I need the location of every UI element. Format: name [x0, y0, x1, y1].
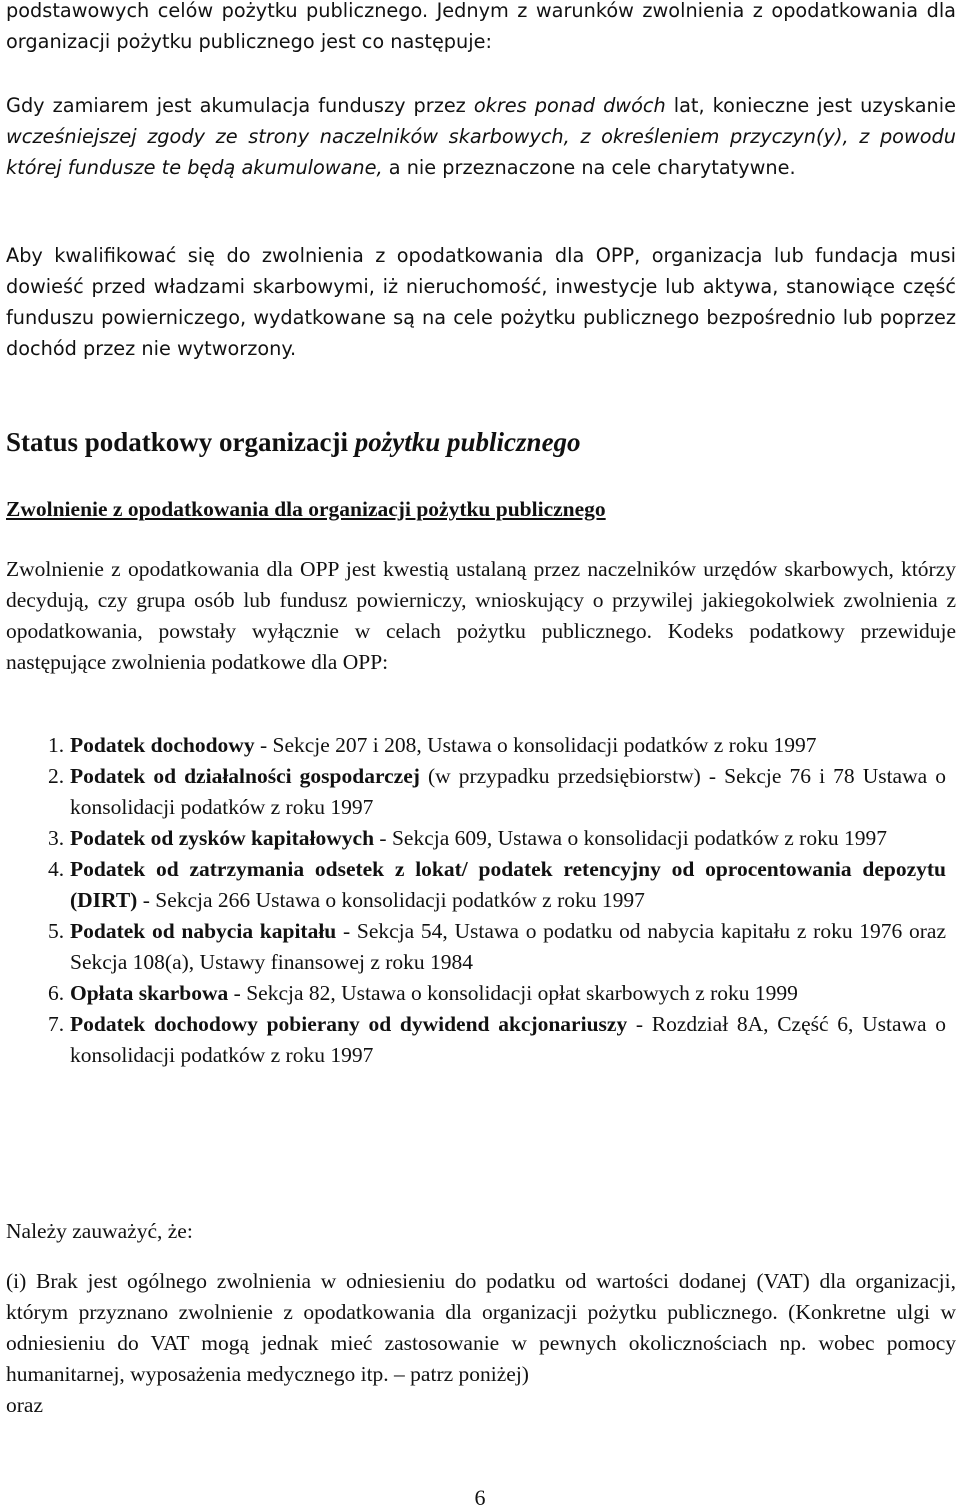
- list-item-title: Podatek dochodowy pobierany od dywidend akcjonariuszy: [70, 1012, 628, 1036]
- note-text: (i) Brak jest ogólnego zwolnienia w odniesieniu do podatku od wartości dodanej (VAT) dla organizacji, którym przyznano zwolnienie z opodatkowania dla organizacji pożytku publicznego. (Konkretne ulgi w odniesieniu do VAT mogą jednak mieć zastosowanie w pewnych okolicznościach np. wobec pomocy humanitarnej, wyposażenia medycznego itp. – patrz poniżej): [6, 1269, 956, 1386]
- list-item-text: - Sekcje 207 i 208, Ustawa o konsolidacji podatków z roku 1997: [254, 733, 817, 757]
- list-item-title: Podatek dochodowy: [70, 733, 255, 757]
- list-item-text: - Sekcja 266 Ustawa o konsolidacji podatków z roku 1997: [137, 888, 645, 912]
- list-item-text: - Sekcja 54, Ustawa o podatku od nabycia kapitału z roku 1976 oraz Sekcja 108(a), Ustawy finansowej z roku 1984: [70, 919, 946, 974]
- list-item-title: Podatek od działalności gospodarczej: [70, 764, 420, 788]
- list-item-text: - Sekcja 609, Ustawa o konsolidacji podatków z roku 1997: [374, 826, 887, 850]
- text-run: lat, konieczne jest uzyskanie: [665, 94, 956, 117]
- list-item: [6, 730, 946, 761]
- list-number: 3.: [48, 826, 65, 850]
- page-number: 6: [474, 1485, 486, 1510]
- list-item-title: Podatek od nabycia kapitału: [70, 919, 337, 943]
- italic-run: wcześniejszej zgody ze strony naczelników skarbowych, z określeniem przyczyn(y), z powodu której fundusze te będą akumulowane,: [6, 125, 956, 179]
- list-number: 7.: [48, 1012, 65, 1036]
- list-item-text: - Sekcja 82, Ustawa o konsolidacji opłat skarbowych z roku 1999: [228, 981, 798, 1005]
- list-number: 5.: [48, 919, 65, 943]
- list-number: 4.: [48, 857, 65, 881]
- list-item-title: Podatek od zatrzymania odsetek z lokat/ podatek retencyjny od oprocentowania depozytu (DIRT): [70, 857, 946, 912]
- section-heading: [6, 424, 956, 460]
- heading-italic: pożytku publicznego: [354, 427, 581, 457]
- tax-exemption-list: [6, 730, 946, 1071]
- list-item: [6, 916, 946, 978]
- paragraph-intro: podstawowych celów pożytku publicznego. Jednym z warunków zwolnienia z opodatkowania dla organizacji pożytku publicznego jest co następuje:: [6, 0, 956, 53]
- list-item-text: (w przypadku przedsiębiorstw) - Sekcje 76 i 78 Ustawa o konsolidacji podatków z roku 1997: [70, 764, 946, 819]
- text-run: Gdy zamiarem jest akumulacja funduszy przez: [6, 94, 474, 117]
- list-item-title: Opłata skarbowa: [70, 981, 229, 1005]
- note-vat: [6, 1266, 956, 1421]
- note-tail: oraz: [6, 1393, 43, 1417]
- list-item: [6, 978, 946, 1009]
- list-item: [6, 1009, 946, 1071]
- italic-run: okres ponad dwóch: [473, 94, 666, 117]
- section-subheading: Zwolnienie z opodatkowania dla organizacji pożytku publicznego: [6, 497, 606, 521]
- heading-normal: Status podatkowy organizacji: [6, 427, 355, 457]
- list-number: 2.: [48, 764, 65, 788]
- list-item-title: Podatek od zysków kapitałowych: [70, 826, 375, 850]
- list-item-text: - Rozdział 8A, Część 6, Ustawa o konsolidacji podatków z roku 1997: [70, 1012, 947, 1067]
- paragraph-exemption: Zwolnienie z opodatkowania dla OPP jest kwestią ustalaną przez naczelników urzędów skarbowych, którzy decydują, czy grupa osób lub fundusz powierniczy, wnioskujący o przywilej jakiegokolwiek zwolnienia z opodatkowania, powstały wyłącznie w celach pożytku publicznego. Kodeks podatkowy przewiduje następujące zwolnienia podatkowe dla OPP:: [6, 557, 956, 674]
- list-item: [6, 823, 946, 854]
- list-number: 6.: [48, 981, 65, 1005]
- paragraph-accumulation-condition: [6, 90, 956, 183]
- note-intro: Należy zauważyć, że:: [6, 1219, 193, 1243]
- list-number: 1.: [48, 733, 65, 757]
- paragraph-qualification: Aby kwalifikować się do zwolnienia z opodatkowania dla OPP, organizacja lub fundacja musi dowieść przed władzami skarbowymi, iż nieruchomość, inwestycje lub aktywa, stanowiące część funduszu powierniczego, wydatkowane są na cele pożytku publicznego bezpośrednio lub poprzez dochód przez nie wytworzony.: [6, 244, 956, 360]
- list-item: [6, 854, 946, 916]
- text-run: a nie przeznaczone na cele charytatywne.: [382, 156, 796, 179]
- list-item: [6, 761, 946, 823]
